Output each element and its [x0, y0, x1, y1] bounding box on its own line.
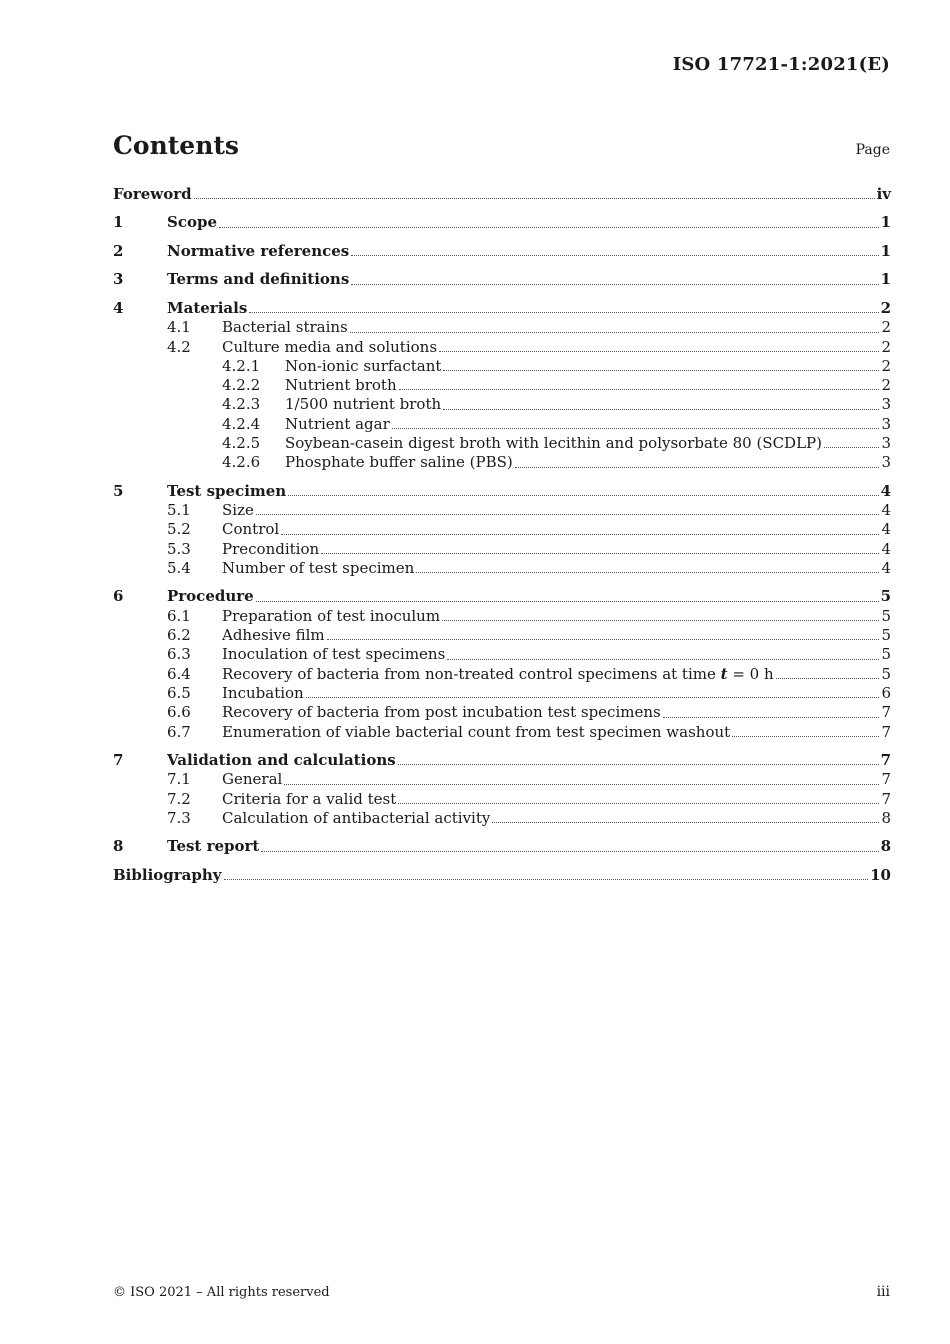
toc-entry-page: 4	[881, 501, 891, 520]
toc-entry[interactable]	[113, 395, 891, 414]
toc-entry-number: 7.2	[167, 789, 191, 808]
toc-entry-page: 2	[881, 356, 891, 375]
toc-entry-number: 6.6	[167, 703, 191, 722]
contents-title: Contents	[113, 131, 240, 160]
toc-entry-number: 8	[113, 837, 124, 856]
toc-entry-page: 4	[881, 520, 891, 539]
toc-dot-leader	[284, 783, 879, 785]
toc-entry-page: 2	[881, 318, 891, 337]
toc-entry[interactable]	[113, 866, 891, 885]
toc-entry-title: Inoculation of test specimens	[222, 645, 446, 664]
toc-dot-leader	[261, 850, 878, 852]
toc-entry-title: Non-ionic surfactant	[285, 356, 442, 375]
toc-entry-title: Scope	[167, 213, 218, 232]
toc-entry[interactable]	[113, 837, 891, 856]
toc-entry-number: 6.3	[167, 645, 191, 664]
toc-entry-title: Number of test specimen	[222, 558, 415, 577]
toc-entry-page: 3	[881, 414, 891, 433]
toc-entry-title: 1/500 nutrient broth	[285, 395, 442, 414]
toc-dot-leader	[256, 513, 880, 515]
toc-entry[interactable]	[113, 453, 891, 472]
toc-entry-page: 7	[881, 703, 891, 722]
toc-dot-leader	[392, 427, 880, 429]
toc-entry-title: Bacterial strains	[222, 318, 348, 337]
toc-entry-page: 5	[881, 606, 891, 625]
toc-entry-title: Terms and definitions	[167, 270, 350, 289]
page-column-label: Page	[855, 142, 890, 158]
toc-entry-title: Preparation of test inoculum	[222, 606, 441, 625]
toc-entry[interactable]	[113, 684, 891, 703]
toc-entry-page: 5	[881, 626, 891, 645]
toc-entry-page: 7	[880, 751, 891, 770]
toc-entry-title: Criteria for a valid test	[222, 789, 397, 808]
toc-entry-page: 4	[881, 558, 891, 577]
toc-entry-number: 3	[113, 270, 124, 289]
toc-entry-page: 10	[870, 865, 891, 884]
toc-dot-leader	[416, 571, 879, 573]
toc-entry-number: 4.2.4	[222, 414, 261, 433]
toc-dot-leader	[224, 878, 869, 880]
toc-entry[interactable]	[113, 482, 891, 501]
toc-entry-title: Recovery of bacteria from non-treated control specimens at time t = 0 h	[222, 664, 774, 683]
toc-entry[interactable]	[113, 357, 891, 376]
toc-dot-leader	[732, 735, 879, 737]
toc-entry-page: 5	[880, 587, 891, 606]
toc-entry[interactable]	[113, 790, 891, 809]
toc-entry[interactable]	[113, 185, 891, 204]
toc-entry-page: 3	[881, 434, 891, 453]
toc-entry[interactable]	[113, 213, 891, 232]
toc-entry[interactable]	[113, 434, 891, 453]
toc-entry-number: 5.1	[167, 501, 191, 520]
toc-entry-title: Size	[222, 501, 254, 520]
toc-entry[interactable]	[113, 242, 891, 261]
toc-entry-page: 2	[881, 376, 891, 395]
toc-entry-title: Validation and calculations	[167, 751, 396, 770]
toc-entry-title: Normative references	[167, 241, 350, 260]
toc-dot-leader	[492, 821, 879, 823]
toc-entry-page: 2	[881, 337, 891, 356]
toc-entry-title: Soybean-casein digest broth with lecithin and polysorbate 80 (SCDLP)	[285, 434, 822, 453]
toc-entry-number: 6	[113, 587, 124, 606]
toc-entry-title: Bibliography	[113, 865, 222, 884]
toc-entry-number: 7.1	[167, 770, 191, 789]
toc-entry-number: 7	[113, 751, 124, 770]
toc-entry-page: 3	[881, 453, 891, 472]
toc-entry-page: 7	[881, 770, 891, 789]
toc-entry-number: 7.3	[167, 808, 191, 827]
toc-entry-number: 4.2.1	[222, 356, 261, 375]
toc-entry-page: 4	[880, 481, 891, 500]
toc-dot-leader	[281, 533, 879, 535]
toc-dot-leader	[288, 494, 878, 496]
toc-entry-page: 7	[881, 789, 891, 808]
toc-entry-number: 4.2.6	[222, 453, 261, 472]
toc-entry[interactable]	[113, 520, 891, 539]
toc-entry-number: 5.3	[167, 539, 191, 558]
toc-entry-title: Culture media and solutions	[222, 337, 438, 356]
toc-entry-title: Control	[222, 520, 280, 539]
toc-entry[interactable]	[113, 703, 891, 722]
toc-entry-page: iv	[876, 185, 891, 203]
toc-dot-leader	[249, 311, 878, 313]
toc-entry-page: 3	[881, 395, 891, 414]
toc-entry-number: 4.2.2	[222, 376, 261, 395]
toc-entry-page: 8	[880, 837, 891, 856]
toc-dot-leader	[351, 283, 878, 285]
toc-entry-variable: t	[720, 664, 728, 683]
toc-dot-leader	[824, 446, 879, 448]
toc-entry-page: 5	[881, 664, 891, 683]
toc-entry-title: General	[222, 770, 283, 789]
toc-dot-leader	[442, 619, 879, 621]
toc-entry[interactable]	[113, 270, 891, 289]
toc-entry[interactable]	[113, 723, 891, 742]
toc-entry-title: Nutrient broth	[285, 376, 397, 395]
toc-dot-leader	[443, 369, 879, 371]
toc-entry[interactable]	[113, 299, 891, 318]
toc-entry-number: 6.1	[167, 606, 191, 625]
table-of-contents	[113, 185, 891, 885]
toc-dot-leader	[351, 254, 878, 256]
toc-entry-title: Test specimen	[167, 481, 287, 500]
toc-dot-leader	[398, 802, 879, 804]
toc-entry-number: 4.1	[167, 318, 191, 337]
toc-entry-number: 6.4	[167, 664, 191, 683]
toc-entry-page: 1	[880, 213, 891, 232]
toc-dot-leader	[350, 331, 880, 333]
toc-entry-title: Calculation of antibacterial activity	[222, 808, 491, 827]
toc-entry-number: 6.2	[167, 626, 191, 645]
footer-copyright: © ISO 2021 – All rights reserved	[113, 1285, 330, 1300]
toc-dot-leader	[447, 658, 879, 660]
toc-entry-number: 6.7	[167, 722, 191, 741]
toc-entry[interactable]	[113, 626, 891, 645]
toc-entry-page: 4	[881, 539, 891, 558]
toc-entry[interactable]	[113, 540, 891, 559]
toc-dot-leader	[306, 696, 880, 698]
toc-entry[interactable]	[113, 376, 891, 395]
toc-entry-page: 6	[881, 683, 891, 702]
toc-entry[interactable]	[113, 645, 891, 664]
toc-entry-title: Test report	[167, 837, 260, 856]
toc-entry-number: 5.2	[167, 520, 191, 539]
toc-entry-title: Materials	[167, 298, 248, 317]
toc-dot-leader	[398, 763, 879, 765]
toc-entry[interactable]	[113, 770, 891, 789]
toc-entry[interactable]	[113, 751, 891, 770]
toc-entry-number: 4.2.5	[222, 434, 261, 453]
toc-entry-page: 5	[881, 645, 891, 664]
toc-dot-leader	[194, 197, 875, 199]
toc-entry[interactable]	[113, 501, 891, 520]
toc-entry-page: 1	[880, 270, 891, 289]
toc-entry[interactable]	[113, 318, 891, 337]
toc-dot-leader	[321, 552, 879, 554]
toc-entry[interactable]	[113, 665, 891, 684]
toc-entry-number: 6.5	[167, 683, 191, 702]
toc-entry-number: 1	[113, 213, 124, 232]
toc-entry[interactable]	[113, 607, 891, 626]
toc-entry-number: 4.2.3	[222, 395, 261, 414]
toc-entry-page: 1	[880, 241, 891, 260]
toc-entry-title: Enumeration of viable bacterial count from test specimen washout	[222, 722, 731, 741]
document-id: ISO 17721-1:2021(E)	[672, 54, 890, 75]
toc-dot-leader	[663, 716, 880, 718]
footer-page-number: iii	[876, 1284, 890, 1300]
toc-dot-leader	[776, 677, 880, 679]
toc-entry[interactable]	[113, 338, 891, 357]
toc-dot-leader	[399, 388, 880, 390]
toc-entry-number: 4.2	[167, 337, 191, 356]
toc-entry-number: 5	[113, 481, 124, 500]
toc-dot-leader	[219, 226, 879, 228]
toc-dot-leader	[256, 600, 879, 602]
toc-entry-title: Foreword	[113, 185, 192, 203]
toc-entry[interactable]	[113, 415, 891, 434]
toc-dot-leader	[327, 638, 880, 640]
toc-entry-page: 7	[881, 722, 891, 741]
toc-entry-title: Nutrient agar	[285, 414, 390, 433]
toc-entry-page: 8	[881, 808, 891, 827]
toc-entry-title: Phosphate buffer saline (PBS)	[285, 453, 513, 472]
toc-entry[interactable]	[113, 559, 891, 578]
toc-entry[interactable]	[113, 809, 891, 828]
toc-entry-title: Procedure	[167, 587, 254, 606]
toc-entry-title: Adhesive film	[222, 626, 325, 645]
toc-entry-title: Incubation	[222, 683, 304, 702]
toc-entry-title: Precondition	[222, 539, 320, 558]
toc-entry-title: Recovery of bacteria from post incubation test specimens	[222, 703, 661, 722]
toc-entry-number: 5.4	[167, 558, 191, 577]
toc-entry[interactable]	[113, 587, 891, 606]
toc-dot-leader	[439, 350, 879, 352]
toc-entry-number: 2	[113, 241, 124, 260]
toc-entry-page: 2	[880, 298, 891, 317]
toc-entry-number: 4	[113, 298, 124, 317]
toc-dot-leader	[515, 466, 880, 468]
toc-dot-leader	[443, 408, 879, 410]
